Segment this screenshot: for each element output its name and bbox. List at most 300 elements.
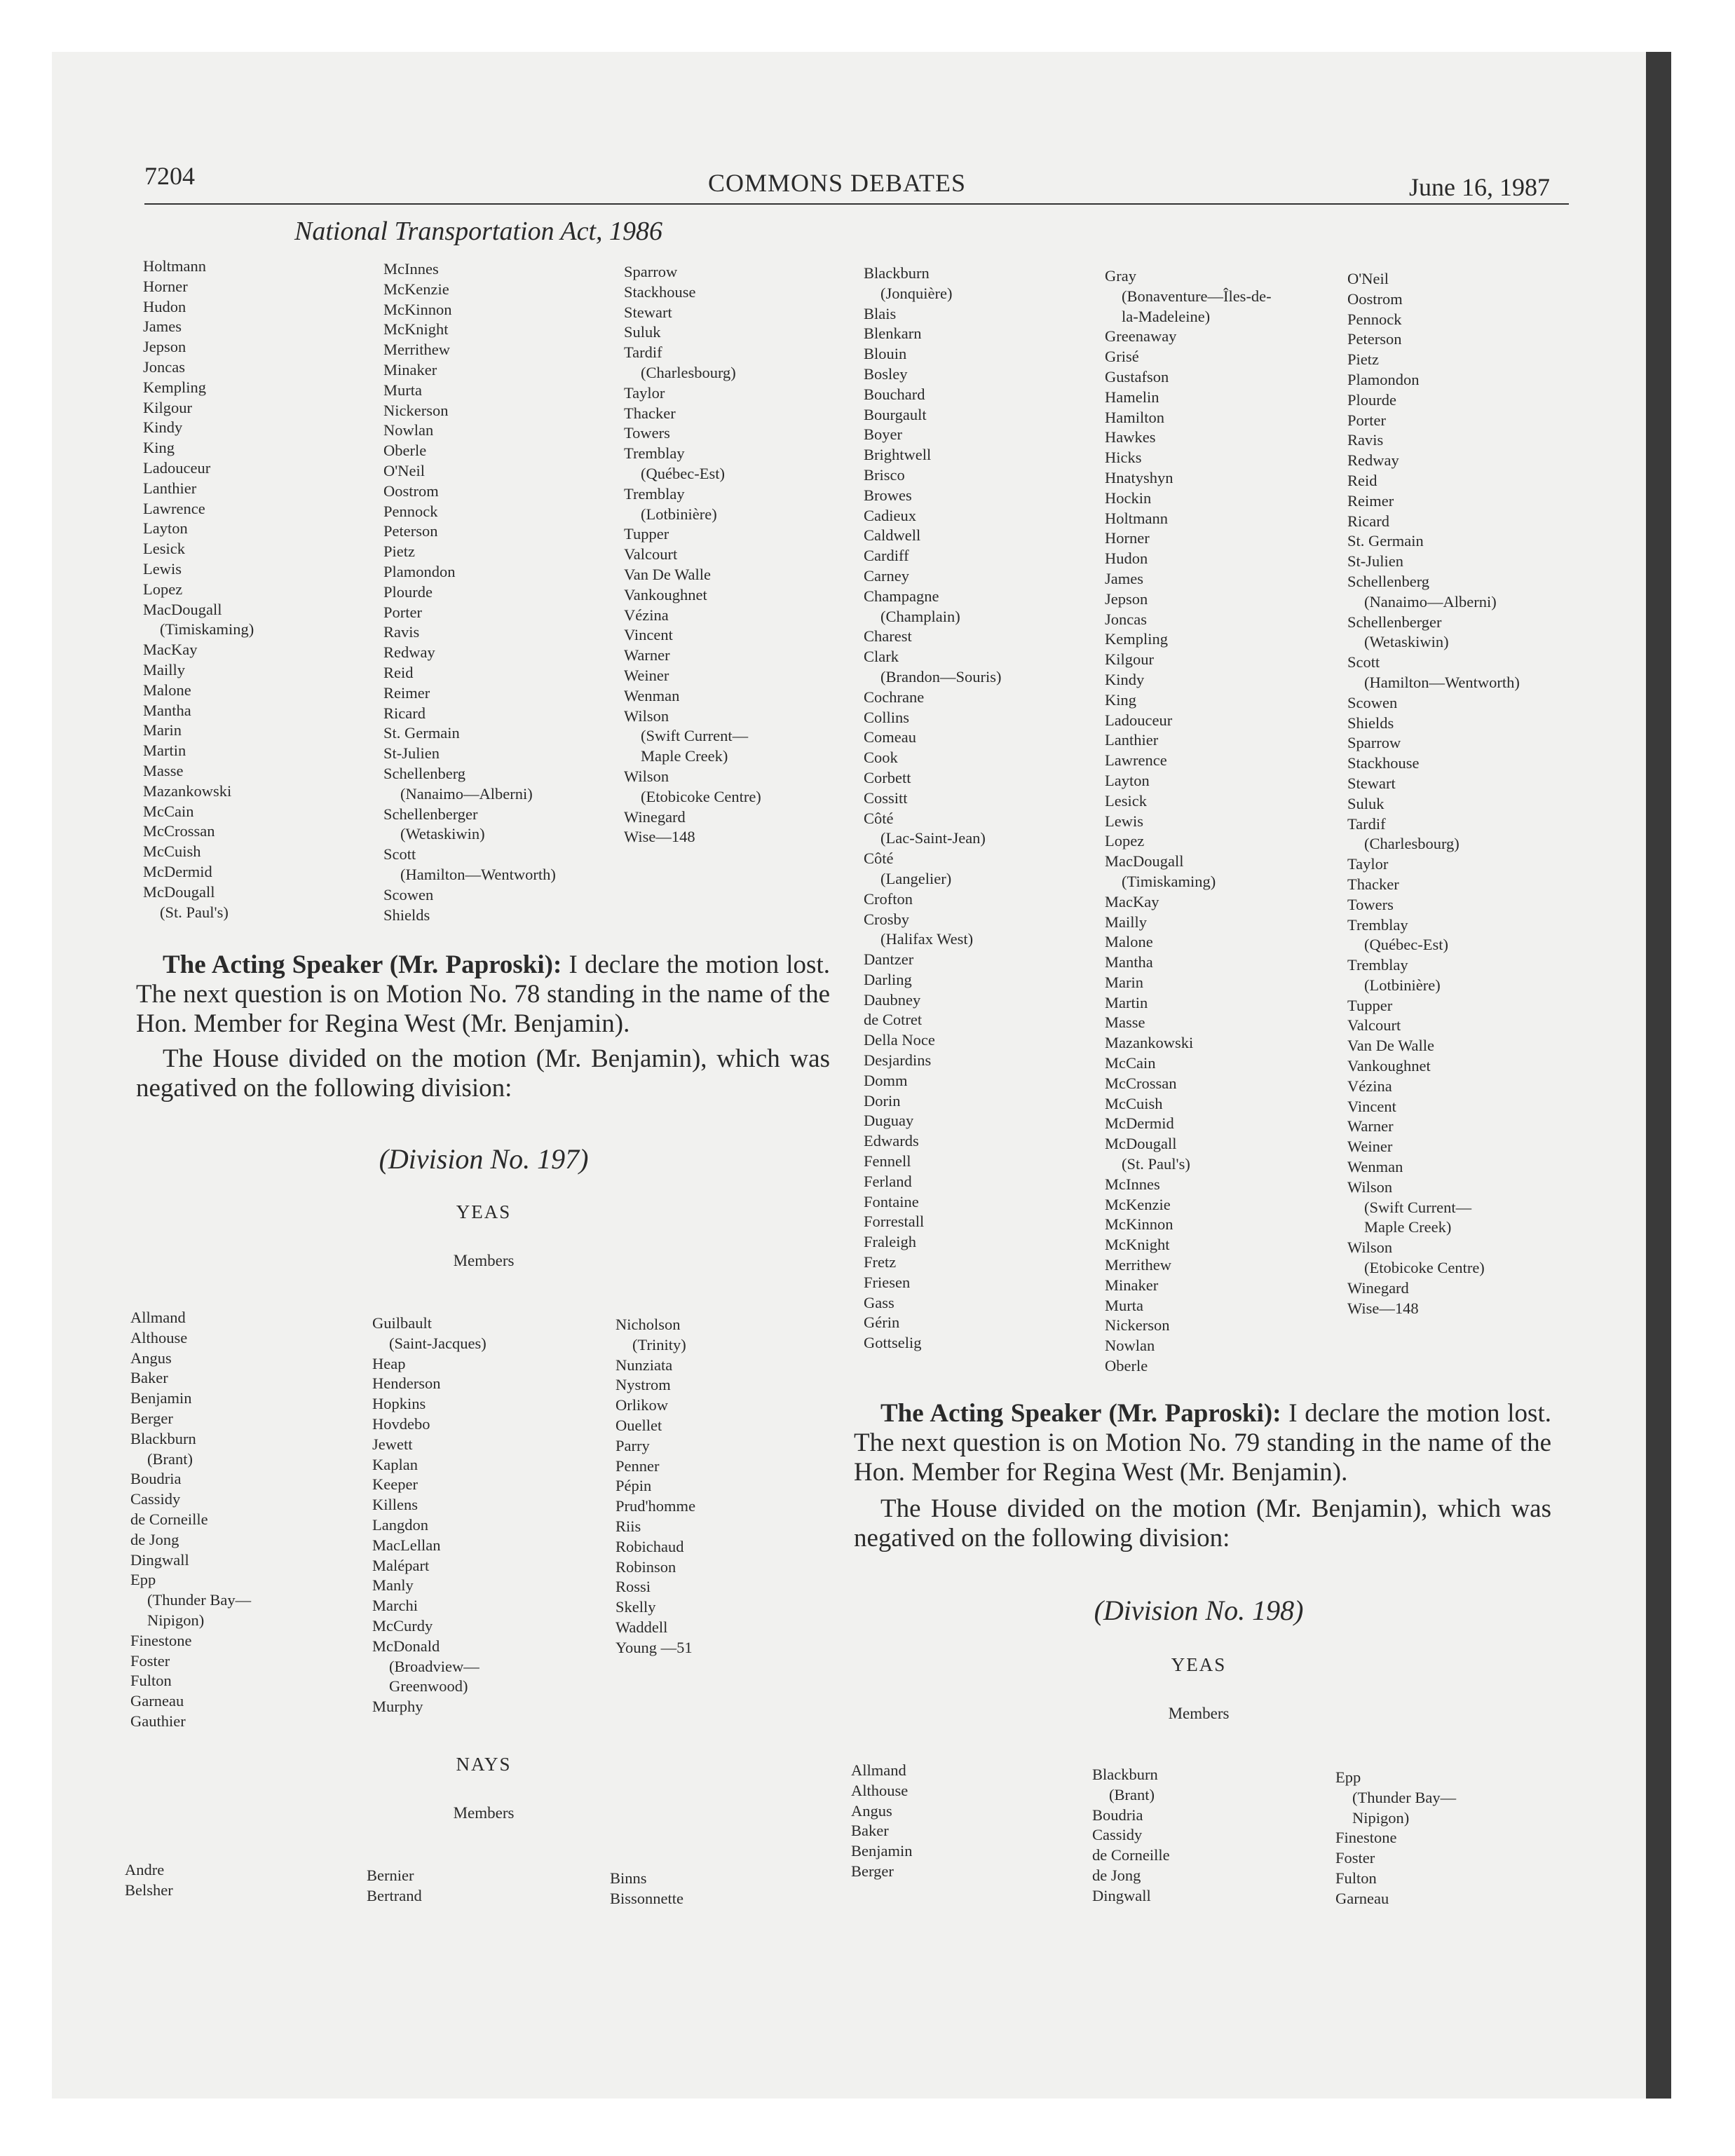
- member-name: Towers: [1347, 895, 1394, 913]
- member-name: Malone: [143, 681, 191, 699]
- member-name: Caldwell: [864, 526, 921, 545]
- member-name: Vézina: [624, 606, 669, 624]
- division-197-nays-members-label: Members: [453, 1804, 515, 1822]
- member-name: Forrestall: [864, 1213, 925, 1231]
- member-name: Plourde: [1347, 390, 1396, 409]
- member-name: Dantzer: [864, 950, 914, 969]
- member-name: Scowen: [1347, 693, 1398, 711]
- riding-name: Nipigon): [147, 1611, 205, 1629]
- member-name: Daubney: [864, 990, 921, 1009]
- right-list-col1: [864, 264, 1002, 1353]
- member-name: Warner: [1347, 1117, 1394, 1135]
- riding-name: (St. Paul's): [1122, 1155, 1190, 1173]
- division-197-yeas-col2: [372, 1314, 487, 1717]
- member-name: Weiner: [624, 666, 669, 684]
- member-name: Blackburn: [130, 1429, 196, 1447]
- member-name: Garneau: [130, 1692, 184, 1710]
- member-name: Althouse: [130, 1328, 188, 1346]
- member-name: MacLellan: [372, 1536, 441, 1554]
- member-name: Thacker: [624, 404, 676, 422]
- member-name: Lesick: [1105, 791, 1147, 810]
- division-198-members-label: Members: [1168, 1705, 1230, 1722]
- member-name: Dorin: [864, 1091, 901, 1110]
- member-name: Ferland: [864, 1172, 912, 1190]
- division-197-members-label: Members: [453, 1252, 515, 1269]
- member-name: Suluk: [624, 323, 661, 341]
- member-name: Foster: [1335, 1849, 1375, 1867]
- member-name: Mailly: [143, 660, 185, 678]
- header-rule: [144, 203, 1569, 205]
- riding-name: (Nanaimo—Alberni): [1364, 592, 1497, 610]
- member-name: Joncas: [1105, 610, 1147, 628]
- division-197-nays-col2: [367, 1866, 422, 1906]
- member-name: Ricard: [1347, 512, 1389, 530]
- riding-name: (Swift Current—: [1364, 1198, 1472, 1216]
- member-name: Van De Walle: [624, 565, 711, 583]
- member-name: de Corneille: [1092, 1846, 1170, 1864]
- member-name: Young —51: [615, 1638, 693, 1656]
- member-name: Cook: [864, 749, 898, 767]
- member-name: Bertrand: [367, 1886, 422, 1904]
- member-name: Berger: [130, 1409, 173, 1427]
- riding-name: (Champlain): [880, 607, 960, 625]
- act-title: National Transportation Act, 1986: [294, 217, 663, 246]
- member-name: Penner: [615, 1456, 660, 1475]
- member-name: Merrithew: [383, 341, 450, 359]
- member-name: Wilson: [1347, 1239, 1393, 1257]
- member-name: Bosley: [864, 364, 908, 383]
- member-name: Cossitt: [864, 789, 908, 807]
- member-name: Belsher: [125, 1881, 173, 1899]
- member-name: Schellenberger: [383, 805, 478, 823]
- member-name: Langdon: [372, 1515, 428, 1534]
- member-name: Rossi: [615, 1578, 651, 1596]
- riding-name: (Brant): [1109, 1785, 1155, 1803]
- member-name: Winegard: [624, 807, 686, 826]
- house-divided-text: The House divided on the motion (Mr. Benjamin), which was negatived on the following division:: [854, 1494, 1551, 1553]
- member-name: Vézina: [1347, 1077, 1392, 1095]
- member-name: Crosby: [864, 910, 910, 928]
- member-name: Tardif: [624, 343, 662, 362]
- member-name: Fontaine: [864, 1192, 919, 1210]
- riding-name: (Timiskaming): [160, 620, 254, 639]
- member-name: Merrithew: [1105, 1256, 1171, 1274]
- member-name: O'Neil: [1347, 270, 1389, 287]
- member-name: Layton: [1105, 771, 1150, 789]
- member-name: Masse: [143, 761, 184, 779]
- member-name: Friesen: [864, 1273, 911, 1291]
- riding-name: (Lotbinière): [641, 505, 717, 523]
- member-name: Ladouceur: [1105, 711, 1173, 729]
- riding-name: (Broadview—: [389, 1657, 479, 1675]
- member-name: Heap: [372, 1354, 406, 1372]
- member-name: Reid: [1347, 471, 1377, 489]
- member-name: McDougall: [1105, 1135, 1177, 1153]
- speaker-name: The Acting Speaker (Mr. Paproski):: [880, 1399, 1281, 1428]
- member-name: Valcourt: [1347, 1016, 1401, 1035]
- member-name: McCrossan: [1105, 1074, 1177, 1092]
- riding-name: (Québec-Est): [641, 464, 725, 482]
- member-name: Cassidy: [130, 1490, 181, 1508]
- member-name: Lopez: [1105, 832, 1145, 850]
- member-name: de Jong: [1092, 1866, 1141, 1884]
- member-name: Boyer: [864, 425, 902, 444]
- member-name: Malone: [1105, 933, 1153, 951]
- member-name: Mazankowski: [1105, 1034, 1194, 1052]
- member-name: Binns: [610, 1869, 647, 1887]
- member-name: Hnatyshyn: [1105, 468, 1173, 486]
- member-name: St-Julien: [383, 744, 440, 763]
- member-name: Murta: [383, 381, 422, 399]
- member-name: Duguay: [864, 1112, 914, 1130]
- member-name: Tremblay: [1347, 915, 1408, 934]
- member-name: Allmand: [130, 1309, 186, 1326]
- member-name: Robichaud: [615, 1537, 684, 1555]
- member-name: Nickerson: [383, 401, 449, 419]
- house-divided-text: The House divided on the motion (Mr. Benjamin), which was negatived on the following division:: [136, 1044, 830, 1103]
- division-198-yeas-col2: [1092, 1765, 1170, 1906]
- member-name: Althouse: [851, 1781, 909, 1799]
- division-197-yeas-col1: [130, 1308, 251, 1732]
- member-name: Cadieux: [864, 506, 916, 524]
- member-name: Keeper: [372, 1475, 418, 1494]
- member-name: St-Julien: [1347, 552, 1404, 571]
- division-198-yeas-col3: [1335, 1768, 1456, 1909]
- member-name: Lanthier: [1105, 731, 1159, 749]
- member-name: Crofton: [864, 889, 913, 908]
- member-name: Marchi: [372, 1597, 418, 1615]
- riding-name: (Swift Current—: [641, 727, 749, 745]
- speaker-text: I declare the motion lost. The next question is on Motion No. 79 standing in the name of the Hon. Member for Regina West (Mr. Benjamin).: [854, 1399, 1551, 1487]
- member-name: Nowlan: [383, 421, 434, 439]
- riding-name: (Thunder Bay—: [1352, 1788, 1457, 1806]
- member-name: Valcourt: [624, 545, 678, 564]
- member-name: Foster: [130, 1651, 170, 1670]
- member-name: Lopez: [143, 580, 183, 598]
- speaker-statement-2: [854, 1399, 1551, 1487]
- member-name: Kempling: [143, 378, 206, 396]
- member-name: Holtmann: [143, 257, 206, 275]
- member-name: Plourde: [383, 582, 433, 601]
- member-name: Redway: [1347, 451, 1399, 470]
- scan-edge-shadow: [1646, 52, 1671, 2099]
- member-name: Tardif: [1347, 814, 1386, 833]
- member-name: Kempling: [1105, 630, 1168, 648]
- riding-name: (Brant): [147, 1449, 193, 1468]
- member-name: Epp: [130, 1571, 156, 1589]
- member-name: Vankoughnet: [624, 585, 707, 603]
- member-name: Della Noce: [864, 1031, 935, 1049]
- member-name: Gustafson: [1105, 367, 1169, 386]
- member-name: Greenaway: [1105, 327, 1177, 346]
- member-name: Blouin: [864, 345, 907, 363]
- member-name: Murta: [1105, 1296, 1143, 1314]
- member-name: Bissonnette: [610, 1889, 683, 1907]
- member-name: Carney: [864, 566, 909, 585]
- member-name: McDonald: [372, 1637, 440, 1655]
- member-name: Shields: [1347, 714, 1394, 732]
- riding-name: (Brandon—Souris): [880, 667, 1002, 685]
- member-name: Shields: [383, 906, 430, 924]
- member-name: Fulton: [1335, 1869, 1377, 1887]
- member-name: Fraleigh: [864, 1233, 916, 1251]
- member-name: de Corneille: [130, 1510, 208, 1528]
- member-name: McKinnon: [1105, 1215, 1173, 1234]
- riding-name: (Etobicoke Centre): [641, 787, 761, 805]
- member-name: Benjamin: [851, 1842, 913, 1860]
- member-name: Fretz: [864, 1253, 897, 1271]
- member-name: McKenzie: [383, 280, 449, 298]
- member-name: Pietz: [1347, 350, 1379, 369]
- member-name: Tremblay: [1347, 956, 1408, 974]
- member-name: Killens: [372, 1496, 418, 1514]
- member-name: Robinson: [615, 1557, 676, 1576]
- member-name: Finestone: [130, 1631, 192, 1649]
- house-divided-1: [136, 1044, 830, 1103]
- riding-name: (Jonquière): [880, 284, 953, 302]
- member-name: Ravis: [383, 623, 420, 641]
- riding-name: (Lac-Saint-Jean): [880, 829, 986, 847]
- division-197-nays-col1: [125, 1860, 173, 1901]
- member-name: Prud'homme: [615, 1497, 696, 1515]
- member-name: Mantha: [1105, 953, 1153, 971]
- member-name: Oostrom: [383, 482, 439, 500]
- member-name: Scowen: [383, 885, 434, 903]
- member-name: Lawrence: [1105, 751, 1167, 770]
- member-name: Clark: [864, 648, 899, 666]
- member-name: Nickerson: [1105, 1316, 1170, 1335]
- riding-name: (Hamilton—Wentworth): [1364, 673, 1520, 691]
- member-name: Boudria: [130, 1470, 182, 1488]
- riding-name: (Thunder Bay—: [147, 1591, 252, 1609]
- member-name: Oberle: [1105, 1357, 1148, 1375]
- member-name: Desjardins: [864, 1051, 932, 1070]
- member-name: Brisco: [864, 465, 905, 484]
- member-name: Hudon: [1105, 550, 1148, 568]
- member-name: Pietz: [383, 543, 415, 561]
- member-name: Nicholson: [615, 1316, 681, 1333]
- member-name: Martin: [143, 742, 186, 760]
- member-name: Stackhouse: [624, 282, 696, 301]
- member-name: Wenman: [1347, 1158, 1403, 1176]
- member-name: Wenman: [624, 686, 680, 704]
- member-name: Côté: [864, 809, 894, 827]
- riding-name: (Bonaventure—Îles-de-: [1122, 287, 1272, 305]
- member-name: Bernier: [367, 1867, 414, 1884]
- member-name: Lewis: [1105, 812, 1143, 830]
- member-name: Benjamin: [130, 1389, 192, 1407]
- member-name: Vankoughnet: [1347, 1057, 1431, 1075]
- riding-name: (Hamilton—Wentworth): [400, 865, 556, 883]
- member-name: McKinnon: [383, 300, 452, 318]
- member-name: Scott: [383, 845, 416, 864]
- member-name: Dingwall: [1092, 1886, 1151, 1904]
- member-name: Wilson: [624, 707, 669, 725]
- member-name: Waddell: [615, 1618, 668, 1636]
- member-name: de Cotret: [864, 1011, 923, 1029]
- member-name: Van De Walle: [1347, 1037, 1434, 1055]
- member-name: Cochrane: [864, 688, 925, 706]
- member-name: Jepson: [1105, 589, 1148, 608]
- member-name: Towers: [624, 424, 670, 442]
- member-name: McInnes: [383, 260, 439, 278]
- member-name: Ravis: [1347, 431, 1384, 449]
- member-name: Blenkarn: [864, 325, 922, 343]
- member-name: James: [143, 318, 182, 336]
- member-name: Jewett: [372, 1435, 413, 1453]
- member-name: St. Germain: [1347, 532, 1424, 550]
- member-name: Kindy: [143, 418, 183, 437]
- right-list-col3: [1347, 269, 1520, 1318]
- member-name: Finestone: [1335, 1829, 1397, 1847]
- member-name: Kilgour: [1105, 650, 1154, 669]
- member-name: Epp: [1335, 1768, 1361, 1786]
- riding-name: (Halifax West): [880, 930, 974, 948]
- member-name: Malépart: [372, 1556, 430, 1574]
- member-name: Hawkes: [1105, 428, 1156, 446]
- member-name: McCain: [1105, 1054, 1156, 1072]
- member-name: McCain: [143, 802, 194, 820]
- member-name: Gérin: [864, 1314, 900, 1332]
- member-name: O'Neil: [383, 461, 426, 479]
- riding-name: Greenwood): [389, 1677, 468, 1696]
- division-198-yeas-label: YEAS: [1171, 1654, 1227, 1675]
- member-name: Horner: [1105, 529, 1150, 547]
- riding-name: (Saint-Jacques): [389, 1334, 487, 1352]
- riding-name: (Québec-Est): [1364, 936, 1448, 954]
- member-name: Bourgault: [864, 405, 927, 423]
- member-name: Berger: [851, 1862, 894, 1880]
- member-name: Ladouceur: [143, 458, 211, 477]
- member-name: Porter: [1347, 411, 1386, 429]
- riding-name: Maple Creek): [1364, 1218, 1452, 1236]
- member-name: Stackhouse: [1347, 754, 1420, 772]
- member-name: Ouellet: [615, 1416, 662, 1434]
- member-name: Manly: [372, 1576, 414, 1595]
- member-name: Wise—148: [624, 828, 695, 846]
- member-name: McDougall: [143, 882, 215, 901]
- member-name: Taylor: [624, 383, 665, 402]
- member-name: Kaplan: [372, 1455, 418, 1473]
- division-197-nays-col3: [610, 1869, 683, 1909]
- member-name: Jepson: [143, 338, 186, 356]
- member-name: Martin: [1105, 993, 1148, 1011]
- member-name: Pennock: [383, 502, 438, 520]
- member-name: Warner: [624, 646, 670, 664]
- member-name: Minaker: [383, 360, 437, 378]
- member-name: Nowlan: [1105, 1337, 1155, 1355]
- member-name: King: [143, 439, 175, 457]
- speaker-text: I declare the motion lost. The next question is on Motion No. 78 standing in the name of the Hon. Member for Regina West (Mr. Benjamin).: [136, 950, 830, 1038]
- member-name: Marin: [1105, 973, 1143, 991]
- carryover-col2: [383, 259, 556, 925]
- member-name: Cardiff: [864, 547, 909, 565]
- member-name: Winegard: [1347, 1278, 1409, 1297]
- member-name: Blais: [864, 304, 897, 322]
- member-name: Sparrow: [624, 263, 678, 280]
- riding-name: (Lotbinière): [1364, 976, 1441, 994]
- member-name: Hudon: [143, 297, 186, 315]
- member-name: Hovdebo: [372, 1414, 430, 1433]
- member-name: Minaker: [1105, 1276, 1159, 1294]
- member-name: Fulton: [130, 1672, 172, 1690]
- member-name: McKnight: [1105, 1236, 1170, 1254]
- member-name: St. Germain: [383, 724, 460, 742]
- member-name: Angus: [851, 1801, 892, 1820]
- division-197-yeas-label: YEAS: [456, 1201, 512, 1222]
- member-name: Grisé: [1105, 348, 1139, 366]
- member-name: Orlikow: [615, 1396, 668, 1414]
- member-name: Browes: [864, 486, 912, 504]
- publication-title: COMMONS DEBATES: [708, 169, 967, 197]
- member-name: MacKay: [143, 641, 198, 659]
- member-name: Lewis: [143, 559, 182, 578]
- member-name: Tupper: [624, 525, 669, 543]
- member-name: Hopkins: [372, 1395, 426, 1413]
- riding-name: (Timiskaming): [1122, 872, 1216, 890]
- member-name: Thacker: [1347, 875, 1399, 893]
- member-name: Boudria: [1092, 1806, 1143, 1824]
- member-name: MacDougall: [1105, 852, 1184, 871]
- member-name: Domm: [864, 1071, 908, 1089]
- member-name: Murphy: [372, 1698, 423, 1716]
- member-name: Holtmann: [1105, 509, 1168, 527]
- member-name: Schellenberg: [1347, 572, 1430, 590]
- member-name: Mailly: [1105, 913, 1147, 931]
- member-name: Skelly: [615, 1598, 656, 1616]
- member-name: Gass: [864, 1293, 894, 1311]
- member-name: McDermid: [1105, 1114, 1174, 1133]
- member-name: Reimer: [383, 683, 430, 702]
- speaker-name: The Acting Speaker (Mr. Paproski):: [163, 950, 562, 979]
- member-name: Gray: [1105, 267, 1136, 285]
- member-name: Bouchard: [864, 385, 925, 403]
- speaker-statement-1: [136, 950, 830, 1039]
- member-name: Plamondon: [1347, 370, 1420, 388]
- member-name: Schellenberger: [1347, 613, 1442, 631]
- member-name: Layton: [143, 519, 188, 538]
- riding-name: (Wetaskiwin): [400, 825, 485, 843]
- member-name: Comeau: [864, 728, 916, 746]
- member-name: Darling: [864, 970, 912, 988]
- member-name: MacKay: [1105, 892, 1159, 910]
- house-divided-2: [854, 1494, 1551, 1553]
- member-name: Wilson: [1347, 1178, 1393, 1196]
- division-197-nays-label: NAYS: [456, 1754, 512, 1775]
- member-name: MacDougall: [143, 600, 222, 618]
- division-198-yeas-col1: [851, 1761, 912, 1882]
- member-name: Hamilton: [1105, 408, 1164, 426]
- member-name: Nunziata: [615, 1356, 673, 1374]
- member-name: James: [1105, 569, 1143, 587]
- member-name: Allmand: [851, 1761, 906, 1779]
- member-name: Baker: [851, 1822, 889, 1840]
- member-name: Reid: [383, 663, 414, 681]
- member-name: Angus: [130, 1349, 172, 1367]
- member-name: Taylor: [1347, 855, 1389, 873]
- member-name: Horner: [143, 277, 188, 295]
- member-name: Baker: [130, 1369, 168, 1387]
- member-name: Collins: [864, 708, 910, 726]
- riding-name: (Langelier): [880, 869, 952, 887]
- carryover-col3: [624, 262, 761, 847]
- member-name: McInnes: [1105, 1175, 1160, 1193]
- member-name: Porter: [383, 603, 422, 621]
- member-name: Tremblay: [624, 484, 685, 503]
- member-name: Charest: [864, 627, 912, 646]
- member-name: Lesick: [143, 540, 185, 558]
- member-name: Kilgour: [143, 398, 192, 416]
